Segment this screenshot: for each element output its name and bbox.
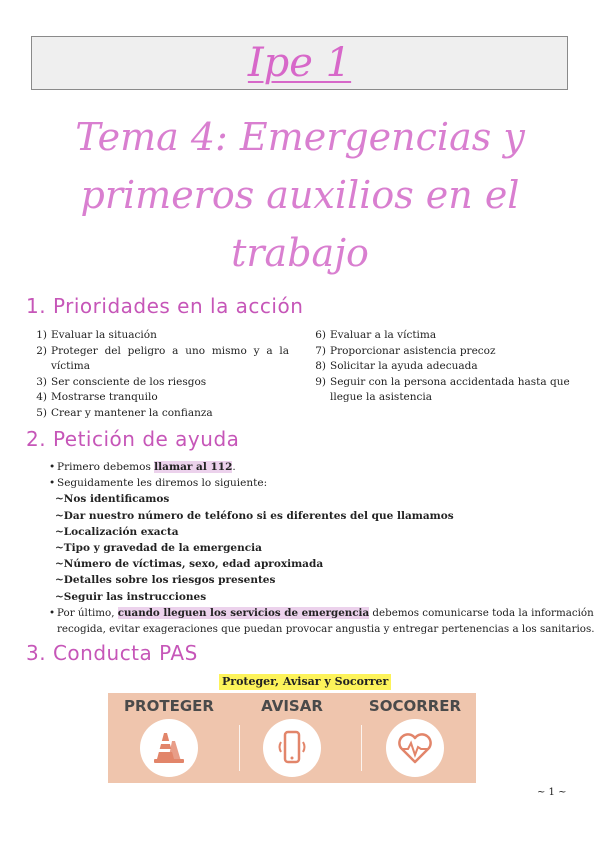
priorities-right-list [310,328,592,406]
main-title-line1: Tema 4: Emergencias y [75,115,525,159]
page-number: ~ 1 ~ [537,787,567,798]
pas-label: Proteger, Avisar y Socorrer [219,674,391,690]
bullet-call-112: • Primero debemos llamar al 112. [49,459,569,475]
pas-icon-circle [386,719,444,777]
traffic-cone-icon [152,729,186,767]
main-title-line3: trabajo [231,231,369,275]
list-item: 2) Proteger del peligro a uno mismo y a la [36,344,289,357]
header-box [31,36,568,90]
priorities-left-list [31,328,289,422]
list-item: 1) Evaluar la situación [36,329,157,341]
pas-icon-circle [140,719,198,777]
section-1-title: 1. Prioridades en la acción [26,294,304,318]
pas-step-avisar [231,693,353,777]
sub-item: ~Seguir las instrucciones [55,590,207,603]
sub-item: ~Número de víctimas, sexo, edad aproximada [55,558,324,571]
bullet-icon: • [49,461,56,473]
list-item: 6) Evaluar a la víctima [315,329,437,341]
list-item: 7) Proporcionar asistencia precoz [315,344,496,357]
sub-item: ~Nos identificamos [55,493,170,506]
sub-item: ~Dar nuestro número de teléfono si es diferentes del que llamamos [55,509,454,522]
list-item-continuation: víctima [51,360,90,373]
heart-pulse-icon [395,730,435,766]
list-item: 3) Ser consciente de los riesgos [36,375,207,388]
bullet-icon: • [49,477,56,490]
pas-step-proteger [108,693,230,777]
bullet-icon: • [49,606,56,619]
main-title [40,108,560,282]
pas-step-label: SOCORRER [368,697,462,715]
phone-icon [275,729,309,767]
list-item: 9) Seguir con la persona accidentada hasta que [315,375,570,388]
header-title: Ipe 1 [247,40,352,86]
list-item: 5) Crear y mantener la confianza [36,406,213,419]
pas-icon-circle [263,719,321,777]
pas-step-label: AVISAR [261,697,323,715]
section-2-title: 2. Petición de ayuda [26,427,240,451]
main-title-line2: primeros auxilios en el [80,173,520,217]
section-3-title: 3. Conducta PAS [26,641,198,665]
sub-item: ~Localización exacta [55,525,179,538]
list-item: 8) Solicitar la ayuda adecuada [315,360,478,373]
bullet-say-following: • Seguidamente les diremos lo siguiente: [49,475,569,491]
highlight-call-112: llamar al 112 [154,461,233,473]
pas-step-label: PROTEGER [124,697,214,715]
sub-item: ~Tipo y gravedad de la emergencia [55,542,262,555]
bullet-final: • Por último, cuando lleguen los servicios de emergencia debemos comunicarse toda la información [49,605,569,621]
list-item: 4) Mostrarse tranquilo [36,391,158,404]
pas-graphic [108,693,476,783]
highlight-emergency-services: cuando lleguen los servicios de emergencia [117,606,370,619]
bullet-final-continuation: recogida, evitar exageraciones que puedan provocar angustia y entregar pertenencias a los sanitarios. [57,623,595,636]
pas-step-socorrer [354,693,476,777]
sub-item: ~Detalles sobre los riesgos presentes [55,574,276,587]
help-request-body [49,459,595,637]
list-item-continuation: llegue la asistencia [330,391,433,404]
